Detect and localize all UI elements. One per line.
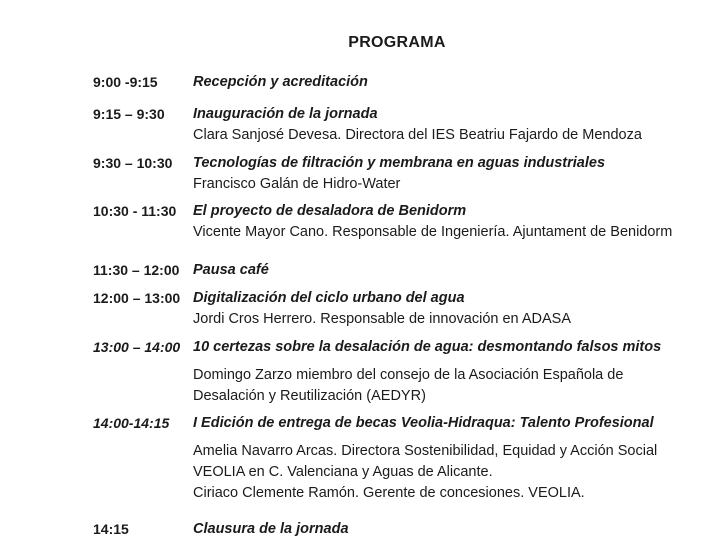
session-content — [193, 153, 709, 195]
speaker-line: Domingo Zarzo miembro del consejo de la Asociación Española de — [193, 367, 624, 383]
time-slot: 9:15 – 9:30 — [93, 106, 165, 122]
session-content — [193, 288, 709, 330]
schedule-row — [93, 260, 709, 281]
schedule-row — [93, 519, 709, 540]
time-slot: 12:00 – 13:00 — [93, 290, 181, 306]
session-content — [193, 337, 709, 407]
speakers — [193, 222, 709, 243]
speakers — [193, 174, 709, 195]
session-content — [193, 72, 709, 93]
session-title: Tecnologías de filtración y membrana en aguas industriales — [193, 155, 606, 171]
time-slot: 14:00-14:15 — [93, 415, 170, 431]
time-slot: 11:30 – 12:00 — [93, 262, 180, 278]
schedule-row — [93, 153, 709, 195]
session-title: Inauguración de la jornada — [193, 106, 378, 122]
session-title: El proyecto de desaladora de Benidorm — [193, 203, 467, 219]
speaker-line: Amelia Navarro Arcas. Directora Sostenibilidad, Equidad y Acción Social — [193, 443, 658, 459]
speaker-line: Francisco Galán de Hidro-Water — [193, 176, 401, 192]
time-slot: 10:30 - 11:30 — [93, 203, 177, 219]
speaker-line: Jordi Cros Herrero. Responsable de innovación en ADASA — [193, 311, 572, 327]
schedule-row — [93, 288, 709, 330]
session-title: 10 certezas sobre la desalación de agua: desmontando falsos mitos — [193, 339, 662, 355]
session-content — [193, 104, 709, 146]
session-title: Digitalización del ciclo urbano del agua — [193, 290, 465, 306]
session-title: I Edición de entrega de becas Veolia-Hidraqua: Talento Profesional — [193, 415, 654, 431]
schedule-row — [93, 337, 709, 407]
schedule-row — [93, 201, 709, 243]
speaker-line: Clara Sanjosé Devesa. Directora del IES Beatriu Fajardo de Mendoza — [193, 127, 642, 143]
speakers — [193, 441, 709, 504]
time-slot: 13:00 – 14:00 — [93, 339, 181, 355]
session-content — [193, 260, 709, 281]
speakers — [193, 125, 709, 146]
time-slot: 14:15 — [93, 521, 129, 537]
session-content — [193, 413, 709, 504]
session-title: Clausura de la jornada — [193, 521, 349, 537]
speaker-line: Desalación y Reutilización (AEDYR) — [193, 388, 426, 404]
session-title: Pausa café — [193, 262, 269, 278]
session-content — [193, 201, 709, 243]
speaker-line: Vicente Mayor Cano. Responsable de Ingeniería. Ajuntament de Benidorm — [193, 224, 673, 240]
speakers — [193, 309, 709, 330]
time-slot: 9:00 -9:15 — [93, 74, 158, 90]
speakers — [193, 365, 709, 407]
schedule-row — [93, 413, 709, 504]
speaker-line: Ciriaco Clemente Ramón. Gerente de concesiones. VEOLIA. — [193, 485, 585, 501]
session-content — [193, 519, 709, 540]
schedule-row — [93, 104, 709, 146]
speaker-line: VEOLIA en C. Valenciana y Aguas de Alicante. — [193, 464, 493, 480]
schedule — [93, 72, 709, 540]
session-title: Recepción y acreditación — [193, 74, 368, 90]
schedule-row — [93, 72, 709, 93]
time-slot: 9:30 – 10:30 — [93, 155, 173, 171]
page-title: PROGRAMA — [348, 34, 446, 51]
